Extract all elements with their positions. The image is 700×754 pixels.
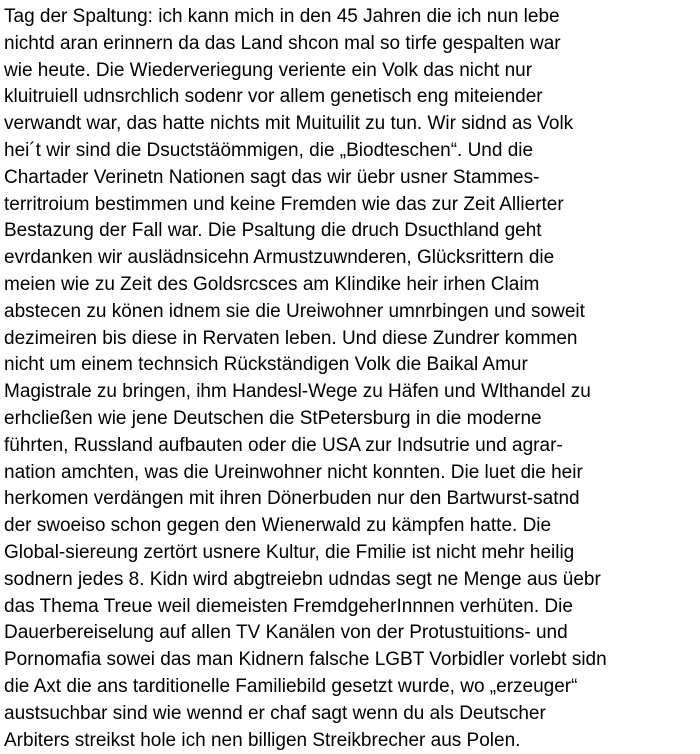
text-line-24: Dauerbereiselung auf allen TV Kanälen von der Protustuitions- und [4, 622, 568, 644]
text-line-3: wie heute. Die Wiederveriegung veriente ein Volk das nicht nur [4, 59, 533, 81]
text-line-4: kluitruiell udnsrchlich sodenr vor allem genetisch eng miteiender [4, 86, 543, 108]
text-line-21: Global-siereung zertört usnere Kultur, die Fmilie ist nicht mehr heilig [4, 541, 575, 563]
text-line-8: territroium bestimmen und keine Fremden wie das zur Zeit Allierter [4, 193, 564, 215]
text-line-7: Chartader Verinetn Nationen sagt das wir üebr usner Stammes- [4, 166, 540, 188]
text-line-16: erhcließen wie jene Deutschen die StPetersburg in die moderne [4, 407, 542, 429]
text-line-14: nicht um einem technsich Rückständigen Volk die Baikal Amur [4, 354, 528, 376]
text-line-10: evrdanken wir auslädnsicehn Armustzuwnderen, Glücksrittern die [4, 247, 555, 269]
text-line-17: führten, Russland aufbauten oder die USA zur Indsutrie und agrar- [4, 434, 563, 456]
text-line-11: meien wie zu Zeit des Goldsrcsces am Klindike heir irhen Claim [4, 273, 540, 295]
text-line-23: das Thema Treue weil diemeisten FremdgeherInnnen verhüten. Die [4, 595, 573, 617]
text-line-25: Pornomafia sowei das man Kidnern falsche LGBT Vorbidler vorlebt sidn [4, 649, 607, 671]
text-line-12: abstecen zu könen idnem sie die Ureiwohner umnrbingen und soweit [4, 300, 585, 322]
text-line-9: Bestazung der Fall war. Die Psaltung die druch Dsucthland geht [4, 220, 542, 242]
text-line-15: Magistrale zu bringen, ihm Handesl-Wege zu Häfen und Wlthandel zu [4, 381, 591, 403]
text-line-18: nation amchten, was die Ureinwohner nicht konnten. Die luet die heir [4, 461, 583, 483]
text-line-13: dezimeiren bis diese in Rervaten leben. Und diese Zundrer kommen [4, 327, 578, 349]
document-body [4, 4, 698, 754]
text-line-1: Tag der Spaltung: ich kann mich in den 45 Jahren die ich nun lebe [4, 6, 560, 27]
text-line-19: herkomen verdängen mit ihren Dönerbuden nur den Bartwurst-satnd [4, 488, 580, 510]
text-line-6: hei´t wir sind die Dsuctstäömmigen, die „Biodteschen“. Und die [4, 139, 534, 161]
text-line-26: die Axt die ans tarditionelle Familiebild gesetzt wurde, wo „erzeuger“ [4, 675, 578, 697]
text-line-2: nichtd aran erinnern da das Land shcon mal so tirfe gespalten war [4, 32, 561, 54]
text-line-27: austsuchbar sind wie wennd er chaf sagt wenn du als Deutscher [4, 702, 546, 724]
text-line-28: Arbiters streikst hole ich nen billigen Streikbrecher aus Polen. [4, 729, 521, 751]
text-line-20: der swoeiso schon gegen den Wienerwald zu kämpfen hatte. Die [4, 515, 552, 537]
text-line-22: sodnern jedes 8. Kidn wird abgtreiebn udndas segt ne Menge aus üebr [4, 568, 601, 590]
text-line-5: verwandt war, das hatte nichts mit Muituilit zu tun. Wir sidnd as Volk [4, 113, 574, 135]
